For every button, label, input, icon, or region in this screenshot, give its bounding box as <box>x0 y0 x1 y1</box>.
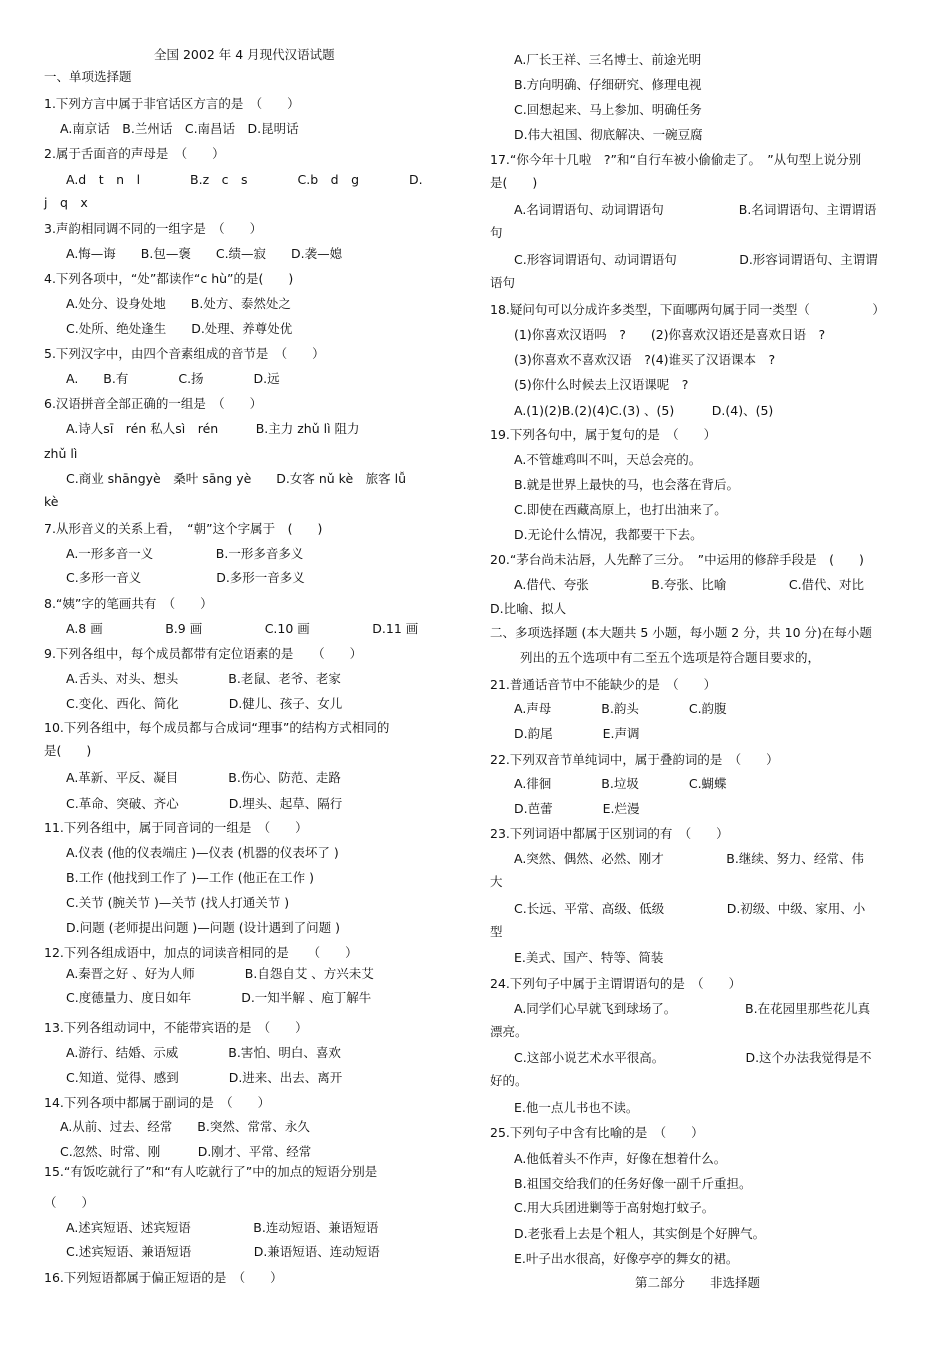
right-text-line: E.叶子出水很高，好像亭亭的舞女的裙。 <box>514 1251 739 1266</box>
right-text-line: D.韵尾 E.声调 <box>514 726 640 741</box>
left-text-line: A.从前、过去、经常 B.突然、常常、永久 <box>60 1119 310 1134</box>
left-text-line: C.处所、绝处逢生 D.处理、养尊处优 <box>66 321 293 336</box>
right-text-line: 句 <box>490 225 503 240</box>
right-text-line: E.他一点儿书也不读。 <box>514 1100 639 1115</box>
right-text-line: A.(1)(2)B.(2)(4)C.(3) 、(5) D.(4)、(5) <box>514 403 774 418</box>
left-text-line: 一、单项选择题 <box>44 69 132 84</box>
right-text-line: A.突然、偶然、必然、刚才 B.继续、努力、经常、伟 <box>514 851 864 866</box>
left-text-line: 11.下列各组中，属于同音词的一组是 （ ） <box>44 820 308 835</box>
right-text-line: 25.下列句子中含有比喻的是 （ ） <box>490 1125 704 1140</box>
left-text-line: 全国 2002 年 4 月现代汉语试题 <box>154 47 335 62</box>
right-text-line: A.厂长王祥、三名博士、前途光明 <box>514 52 702 67</box>
left-text-line: 2.属于舌面音的声母是 （ ） <box>44 146 225 161</box>
right-text-line: A.他低着头不作声，好像在想着什么。 <box>514 1151 727 1166</box>
right-text-line: B.方向明确、仔细研究、修理电视 <box>514 77 702 92</box>
right-text-line: 列出的五个选项中有二至五个选项是符合题目要求的， <box>520 650 821 665</box>
left-text-line: A.游行、结婚、示威 B.害怕、明白、喜欢 <box>66 1045 341 1060</box>
left-text-line: 4.下列各项中，“处”都读作“c hù”的是( ) <box>44 271 294 286</box>
left-text-line: A.秦晋之好 、好为人师 B.自怨自艾 、方兴未艾 <box>66 966 374 981</box>
left-text-line: C.忽然、时常、刚 D.刚才、平常、经常 <box>60 1144 312 1159</box>
left-text-line: 8.“姨”字的笔画共有 （ ） <box>44 596 213 611</box>
left-text-line: B.工作 (他找到工作了 )—工作 (他正在工作 ) <box>66 870 314 885</box>
right-text-line: 型 <box>490 924 503 939</box>
right-text-line: 语句 <box>490 275 516 290</box>
left-text-line: A.8 画 B.9 画 C.10 画 D.11 画 <box>66 621 419 636</box>
left-text-line: A.一形多音一义 B.一形多音多义 <box>66 546 304 561</box>
right-text-line: (1)你喜欢汉语吗 ? (2)你喜欢汉语还是喜欢日语 ? <box>514 327 826 342</box>
right-text-line: 二、多项选择题 (本大题共 5 小题，每小题 2 分，共 10 分)在每小题 <box>490 625 872 640</box>
left-text-line: 6.汉语拼音全部正确的一组是 （ ） <box>44 396 263 411</box>
left-text-line: C.商业 shāngyè 桑叶 sāng yè D.女客 nǔ kè 旅客 lǚ <box>66 471 407 486</box>
left-text-line: zhǔ lì <box>44 446 78 461</box>
left-text-line: A.诗人sī rén 私人sì rén B.主力 zhǔ lì 阻力 <box>66 421 360 436</box>
right-text-line: A.名词谓语句、动词谓语句 B.名词谓语句、主谓谓语 <box>514 202 877 217</box>
right-text-line: C.长远、平常、高级、低级 D.初级、中级、家用、小 <box>514 901 866 916</box>
right-text-line: A.同学们心早就飞到球场了。 B.在花园里那些花儿真 <box>514 1001 871 1016</box>
left-text-line: A.d t n l B.z c s C.b d g D. <box>66 172 423 187</box>
right-text-line: D.老张看上去是个粗人，其实倒是个好脾气。 <box>514 1226 766 1241</box>
right-text-line: 好的。 <box>490 1073 528 1088</box>
left-text-line: 7.从形音义的关系上看， “朝”这个字属于 ( ) <box>44 521 323 536</box>
right-text-line: C.这部小说艺术水平很高。 D.这个办法我觉得是不 <box>514 1050 872 1065</box>
left-text-line: D.问题 (老师提出问题 )—问题 (设计遇到了问题 ) <box>66 920 340 935</box>
right-text-line: 是( ) <box>490 175 538 190</box>
left-text-line: 12.下列各组成语中，加点的词读音相同的是 （ ） <box>44 945 358 960</box>
right-text-line: A.徘徊 B.垃圾 C.蝴蝶 <box>514 776 727 791</box>
left-text-line: A.革新、平反、凝目 B.伤心、防范、走路 <box>66 770 341 785</box>
left-text-line: （ ） <box>44 1195 95 1210</box>
left-text-line: C.知道、觉得、感到 D.进来、出去、离开 <box>66 1070 343 1085</box>
right-text-line: (3)你喜欢不喜欢汉语 ?(4)谁买了汉语课本 ? <box>514 352 776 367</box>
right-text-line: D.比喻、拟人 <box>490 601 567 616</box>
left-text-line: C.革命、突破、齐心 D.埋头、起草、隔行 <box>66 796 343 811</box>
left-text-line: A.仪表 (他的仪表端庄 )—仪表 (机器的仪表坏了 ) <box>66 845 339 860</box>
right-text-line: C.即使在西藏高原上，也打出油来了。 <box>514 502 727 517</box>
left-text-line: C.变化、西化、简化 D.健儿、孩子、女儿 <box>66 696 343 711</box>
right-text-line: D.伟大祖国、彻底解决、一碗豆腐 <box>514 127 703 142</box>
left-text-line: A.述宾短语、述宾短语 B.连动短语、兼语短语 <box>66 1220 379 1235</box>
right-text-line: D.无论什么情况，我都要干下去。 <box>514 527 703 542</box>
left-text-line: A. B.有 C.扬 D.远 <box>66 371 280 386</box>
right-text-line: C.回想起来、马上参加、明确任务 <box>514 102 702 117</box>
right-text-line: 18.疑问句可以分成许多类型，下面哪两句属于同一类型（ ） <box>490 302 885 317</box>
right-text-line: A.不管雄鸡叫不叫，天总会亮的。 <box>514 452 702 467</box>
right-text-line: C.形容词谓语句、动词谓语句 D.形容词谓语句、主谓谓 <box>514 252 878 267</box>
left-text-line: A.舌头、对头、想头 B.老鼠、老爷、老家 <box>66 671 341 686</box>
left-text-line: 13.下列各组动词中，不能带宾语的是 （ ） <box>44 1020 308 1035</box>
right-text-line: A.声母 B.韵头 C.韵腹 <box>514 701 727 716</box>
left-text-line: A.处分、设身处地 B.处方、泰然处之 <box>66 296 291 311</box>
left-text-line: C.述宾短语、兼语短语 D.兼语短语、连动短语 <box>66 1244 380 1259</box>
right-text-line: 24.下列句子中属于主谓谓语句的是 （ ） <box>490 976 742 991</box>
left-text-line: 9.下列各组中，每个成员都带有定位语素的是 （ ） <box>44 646 363 661</box>
left-text-line: C.多形一音义 D.多形一音多义 <box>66 570 305 585</box>
right-text-line: 23.下列词语中都属于区别词的有 （ ） <box>490 826 729 841</box>
right-text-line: D.芭蕾 E.烂漫 <box>514 801 640 816</box>
right-text-line: 20.“茅台尚未沾唇，人先醉了三分。 ”中运用的修辞手段是 ( ) <box>490 552 864 567</box>
left-text-line: C.度德量力、度日如年 D.一知半解 、庖丁解牛 <box>66 990 372 1005</box>
right-text-line: B.就是世界上最快的马，也会落在背后。 <box>514 477 740 492</box>
right-text-line: 漂亮。 <box>490 1024 528 1039</box>
left-text-line: j q x <box>44 195 88 210</box>
left-text-line: 15.“有饭吃就行了”和“有人吃就行了”中的加点的短语分别是 <box>44 1164 378 1179</box>
left-text-line: 10.下列各组中，每个成员都与合成词“理事”的结构方式相同的 <box>44 720 390 735</box>
right-text-line: E.美式、国产、特等、简装 <box>514 950 664 965</box>
right-text-line: B.祖国交给我们的任务好像一副千斤重担。 <box>514 1176 752 1191</box>
right-text-line: 22.下列双音节单纯词中，属于叠韵词的是 （ ） <box>490 752 779 767</box>
left-text-line: A.悔—诲 B.包—褒 C.绩—寂 D.袭—媳 <box>66 246 343 261</box>
left-text-line: kè <box>44 494 59 509</box>
left-text-line: 是( ) <box>44 743 92 758</box>
left-text-line: 5.下列汉字中，由四个音素组成的音节是 （ ） <box>44 346 325 361</box>
left-text-line: 3.声韵相同调不同的一组字是 （ ） <box>44 221 263 236</box>
right-text-line: (5)你什么时候去上汉语课呢 ? <box>514 377 689 392</box>
left-text-line: A.南京话 B.兰州话 C.南昌话 D.昆明话 <box>60 121 299 136</box>
right-text-line: 第二部分 非选择题 <box>635 1275 761 1290</box>
right-text-line: 大 <box>490 874 503 889</box>
left-text-line: 14.下列各项中都属于副词的是 （ ） <box>44 1095 271 1110</box>
left-text-line: 16.下列短语都属于偏正短语的是 （ ） <box>44 1270 283 1285</box>
left-text-line: 1.下列方言中属于非官话区方言的是 （ ） <box>44 96 300 111</box>
right-text-line: C.用大兵团进剿等于高射炮打蚊子。 <box>514 1200 715 1215</box>
right-text-line: 19.下列各句中，属于复句的是 （ ） <box>490 427 717 442</box>
right-text-line: 17.“你今年十几啦 ?”和“自行车被小偷偷走了。 ”从句型上说分别 <box>490 152 862 167</box>
right-text-line: A.借代、夸张 B.夸张、比喻 C.借代、对比 <box>514 577 865 592</box>
right-text-line: 21.普通话音节中不能缺少的是 （ ） <box>490 677 717 692</box>
left-text-line: C.关节 (腕关节 )—关节 (找人打通关节 ) <box>66 895 290 910</box>
